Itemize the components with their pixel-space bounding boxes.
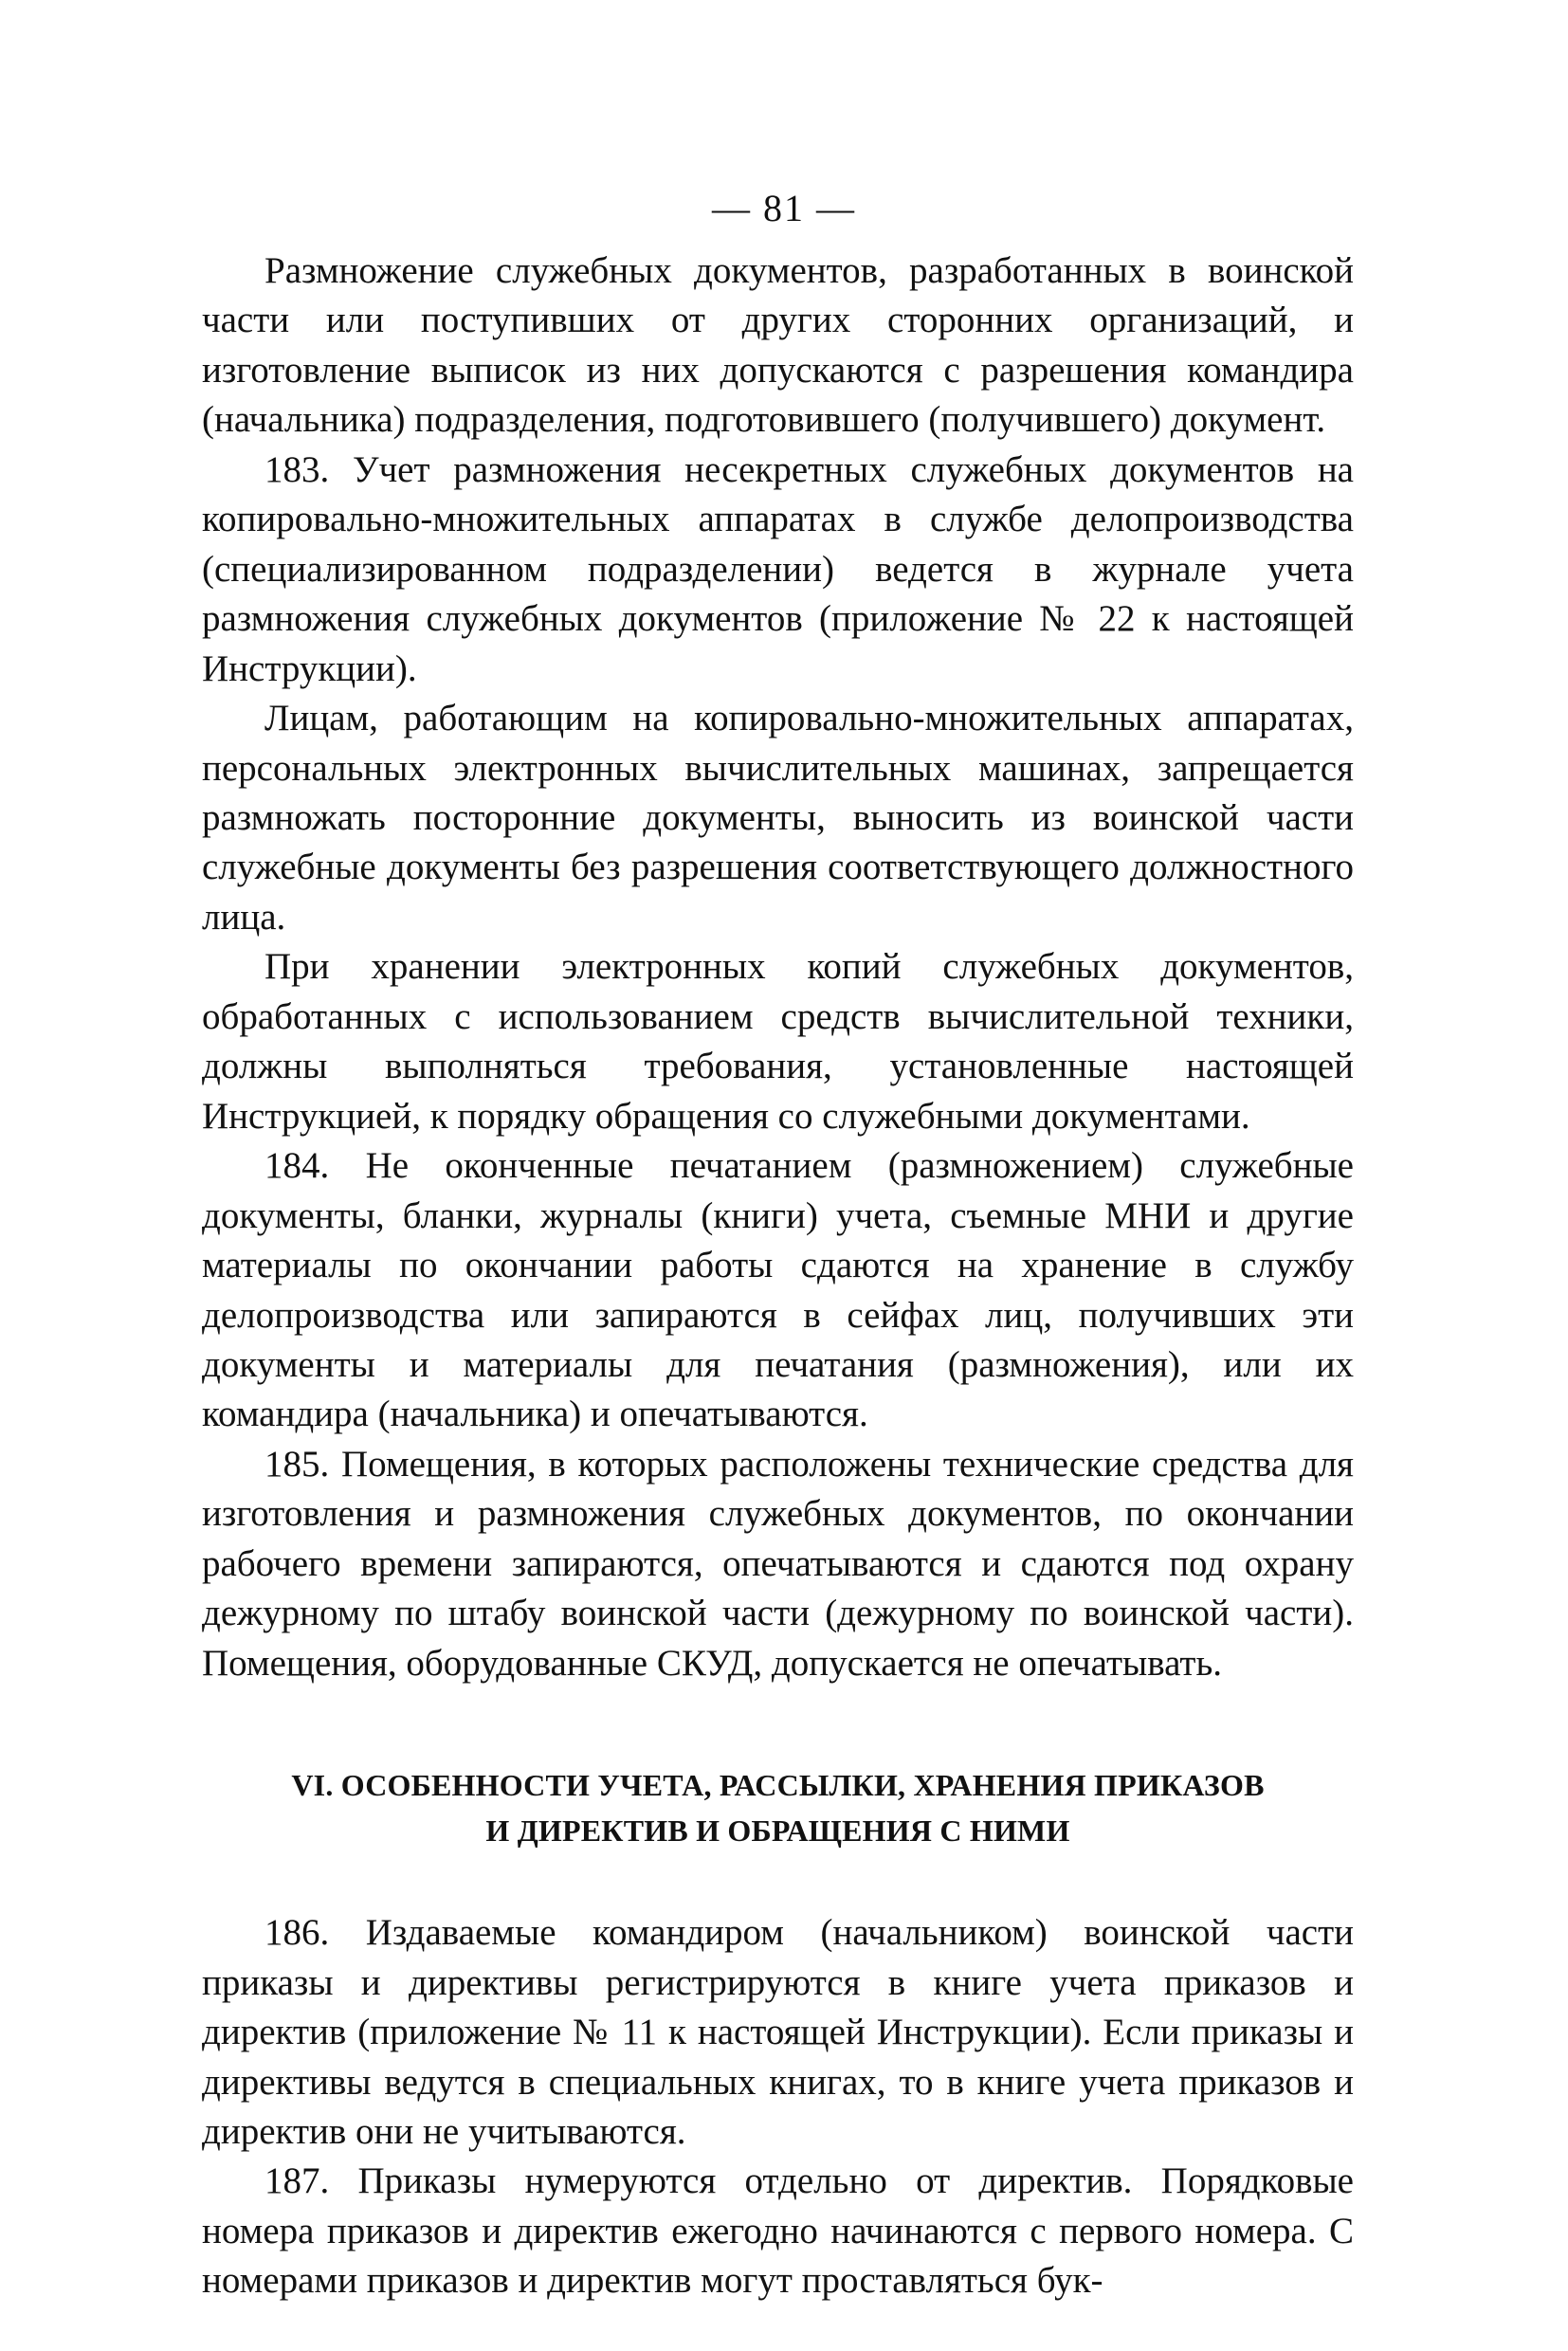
paragraph-185: 185. Помещения, в которых расположены технические средства для изготовления и размножения служебных документов, по окончании рабочего времени запираются, опечатываются и сдаются под охрану дежурному по штабу воинской части (дежурному по воинской части). Помещения, оборудованные СКУД, допускается не опечатывать. xyxy=(202,1443,1354,1684)
section-heading-line-2: И ДИРЕКТИВ И ОБРАЩЕНИЯ С НИМИ xyxy=(485,1813,1070,1849)
page-number: — 81 — xyxy=(712,187,856,229)
paragraph-electronic-copies: При хранении электронных копий служебных документов, обработанных с использованием средств вычислительной техники, должны выполняться требования, установленные настоящей Инструкцией, к порядку обращения со служебными документами. xyxy=(202,946,1354,1137)
section-heading xyxy=(202,1762,1354,1853)
paragraph-183: 183. Учет размножения несекретных служебных документов на копировально-множительных аппаратах в службе делопроизводства (специализированном подразделении) ведется в журнале учета размножения служебных документов (приложение № 22 к настоящей Инструкции). xyxy=(202,448,1354,689)
paragraph-184: 184. Не оконченные печатанием (размножением) служебные документы, бланки, журналы (книги) учета, съемные МНИ и другие материалы по окончании работы сдаются на хранение в службу делопроизводства или запираются в сейфах лиц, получивших эти документы и материалы для печатания (размножения), или их командира (начальника) и опечатываются. xyxy=(202,1145,1354,1435)
section-heading-line-1: VI. ОСОБЕННОСТИ УЧЕТА, РАССЫЛКИ, ХРАНЕНИЯ ПРИКАЗОВ xyxy=(291,1768,1265,1803)
paragraph-186: 186. Издаваемые командиром (начальником) воинской части приказы и директивы регистрируются в книге учета приказов и директив (приложение № 11 к настоящей Инструкции). Если приказы и директивы ведутся в специальных книгах, то в книге учета приказов и директив они не учитываются. xyxy=(202,1912,1354,2152)
paragraph-187: 187. Приказы нумеруются отдельно от директив. Порядковые номера приказов и директив ежегодно начинаются с первого номера. С номерами приказов и директив могут проставляться бук- xyxy=(202,2160,1354,2302)
paragraph-copying-permission: Размножение служебных документов, разработанных в воинской части или поступивших от других сторонних организаций, и изготовление выписок из них допускаются с разрешения командира (начальника) подразделения, подготовившего (получившего) документ. xyxy=(202,250,1354,441)
document-body xyxy=(202,246,1354,2306)
paragraph-copier-restrictions: Лицам, работающим на копировально-множительных аппаратах, персональных электронных вычислительных машинах, запрещается размножать посторонние документы, выносить из воинской части служебные документы без разрешения соответствующего должностного лица. xyxy=(202,698,1354,938)
